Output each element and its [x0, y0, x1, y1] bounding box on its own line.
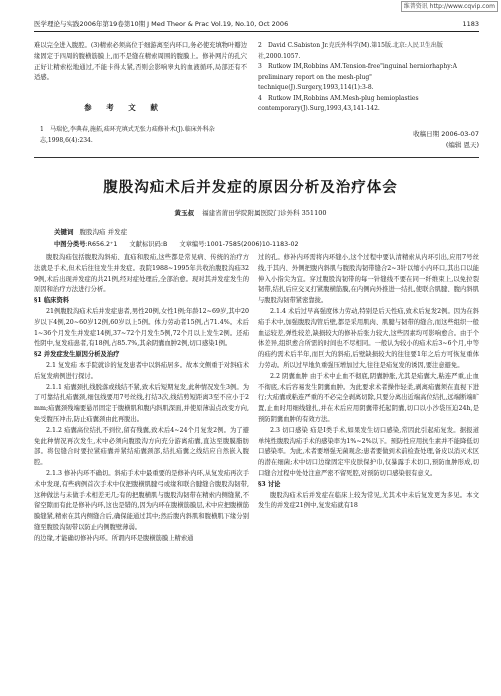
keywords [54, 227, 127, 236]
references-heading: 参 考 文 献 [84, 103, 164, 112]
keywords-value: 腹股沟疝 并发症 [79, 228, 128, 236]
article-title: 腹股沟疝术后并发症的原因分析及治疗体会 [103, 180, 398, 196]
reference-item: 2 David C.Sabiston Jr.克氏外科学(M).第15版.北京:人民卫生出版社,2000.1057. [258, 42, 443, 60]
watermark: 维普资讯 http://www.cqvip.com [401, 1, 498, 12]
section-heading: §2 并发症发生原因分析及治疗 [34, 351, 120, 359]
classification-line: 中图分类号:R656.2⁺1 文献标识码:B 文章编号:1001-7585(2006)10-1183-02 [54, 241, 299, 248]
body-right-column: 过的孔。修补内环需将内环缝小,这个过程中要认清精索从内环引出,应用7号丝线,于其内、外侧把腹内斜肌与腹股沟韧带缝合2~3针以缩小内环口,其出口以能伸入小指尖为宜。穿过腹股沟韧带的每一针缝线不要在同一纤维束上,以免拉裂韧带,结扎后应交叉打紧腹横筋膜,在内侧向外推进一结扎,使联合肌腱、腹内斜肌与腹股沟韧带紧密靠拢。 2.1.4 术后过早高强度体力劳动,特别是后天性疝,致术后复发2例。因为在斜疝手术中,加强腹股沟管后壁,都是采用肌肉、肌腱与韧带的缝合,而这些组织一般血运较差,弹性较差,缺损较大的修补后张力较大,这些因素均可影响愈合。由于个体差异,组织愈合所需的时间也不尽相同。一般认为较小的疝术后3~6个月,中等的疝约需术后半年,而巨大的斜疝,后壁缺损较大的往往要1年之后方可恢复重体力劳动。所以过早地负重强压增加过大,往往是疝复发的诱因,要注意避免。 2.2 阴囊血肿 由于术中止血不彻底,阴囊肿胀,尤其是疝囊大,粘连严重,止血不彻底,术后容易发生阴囊血肿。为此要求术者操作轻柔,剥离疝囊须在直视下进行;大疝囊或粘连严重的不必完全剥离切除,只要分离出近端高位结扎,远端断端旷置,止血时用细线缝扎,并在术后应用阴囊带托起阴囊,切口以小沙袋压迫24h,是预防阴囊血肿的有效方法。 2.3 切口感染 疝是Ⅰ类手术,如果发生切口感染,常因此引起疝复发。据报道单纯性腹股沟疝手术的感染率为1%~2%以下。预防性应用抗生素并不能降低切口感染率。为此,术者要增强无菌观念;患者要做到术前检查处理,备皮以消灭术区的潜在细菌;术中切口边缘固定牢皮肤保护巾,仅暴露手术切口,预防血肿形成,切口缝合过程中处处注意严密不留死腔,对预防切口感染很有意义。 §3 讨论 腹股沟疝术后并发症在临床上较为常见,尤其术中未后复发更为多见。本文发生的并发症21例中,复发疝就有18 [258, 254, 479, 510]
reference-list-right [258, 41, 479, 115]
author-line [0, 208, 501, 217]
journal-info: 医学理论与实践2006年第19卷第10期 J Med Theor & Prac Vol.19, No.10, Oct 2006 [34, 20, 289, 28]
author-name: 黄玉叔 [174, 209, 195, 217]
keywords-label: 关键词 [54, 228, 74, 236]
reference-item: 1 马瑞伦,李典春,施拓,疝环充填式无张力疝修补术(J).临床外科杂志,1998,6(4):234. [40, 126, 215, 144]
reference-item: 4 Rutkow IM,Robbins AM.Mesh-plug hemioplasties contemporary(J).Surg,1993,43,141-142. [258, 94, 419, 112]
received-date: 收稿日期 2006-03-07 (编辑 恩天) [413, 130, 479, 149]
author-affiliation: 福建省莆田学院附属医院门诊外科 351100 [202, 209, 327, 217]
reference-list-left [40, 125, 246, 146]
body-left-column: 腹股沟疝包括腹股沟斜疝、直疝和股疝,这些都是常见病、传统的治疗方法就是手术,但术后往往发生并发症。我院1988~1995年共收治腹股沟疝329例,术后出现并发症的共21例,经对症处理后,全部治愈。现对其并发症发生的原因和治疗方法进行分析。 §1 临床资料 21例腹股沟疝术后并发症患者,男性20例,女性1例;年龄12~69岁,其中20岁以下4例,20~60岁12例,60岁以上5例。体力劳动者15例,占71.4%。术后1~36个月发生并发症14例,37~72个月发生5例,72个月以上发生2例。还疝性阴中,复发疝患者,有18例,占85.7%,其余阴囊血肿2例,切口感染1例。 §2 并发症发生原因分析及治疗 2.1 复发疝 本手院就诊的复发患者中以斜疝居多。故本文侧重于对斜疝术后复发病例进行探讨。 2.1.1 疝囊颈扎线脱落或线结不紧,致术后短期复发,此种情况发生3例。为了可靠结扎疝囊颈,细包线要用7号丝线,打结3次,线结剪短距离3至不应小于2mm;疝囊颈残端要悬吊固定于腹横肌和腹内斜肌深面,并使原薄弱点改变方向,免受腹压冲击,防止疝囊颈由此再脱出。 2.1.2 疝囊高位结扎不到位,留有残囊,致术后4~24个月复发2例。为了避免此种情况再次发生,术中必须向腹股沟方向充分游离疝囊,直达至腹膜脂肪部。将包缝合时要拉紧疝囊并紧结疝囊颈部,结扎疝囊之线结应自然嵌入腹腔。 2.1.3 修补内环不确切。斜疝手术中最重要的是修补内环,从复发疝再次手术中发现,有些病例首次手术中仅把腹横肌腱弓或缘和联合腱缝合腹股沟韧带,这种做法与未做手术相差无几;有的把腹横肌与腹股沟韧带在精索内侧缝紧,不留空隙而有此是修补内环,这也是错的,因为内环在腹横筋膜层,术中应把腹横筋膜缝紧,精索在其内侧缝合后,确保能通过其中;然后腹内斜肌和腹横肌下缘分别缝至腹股沟韧带以防止内侧腹壁薄弱。 的边缘,才能确切修补内环。所谓内环是腹横筋膜上精索通 [34, 254, 249, 542]
reference-item: 3 Rutkow IM,Robbins AM.Tension-free"inguinal herniorhaphy:A preliminary report on the mesh-plug" technique(J).Surgery,1993,114(1):3-8. [258, 63, 457, 91]
section-heading: §3 讨论 [258, 480, 281, 488]
section-heading: §1 临床资料 [34, 297, 70, 305]
article-divider [34, 157, 479, 158]
prev-article-tail: 难以完全进入腹腔。(3)精索必须高位于细游离至内环口,务必使充填物叶瓣边缘固定于四周的腹横筋膜上,而不是缝在精索周围的腹膜上。修补网片的孔穴正好让精索松地通过,不能卡得太紧,否则会影响睾丸的血液循环,局部还有不适感。 [34, 42, 247, 82]
running-header [34, 19, 479, 32]
page-number: 1183 [462, 20, 479, 28]
